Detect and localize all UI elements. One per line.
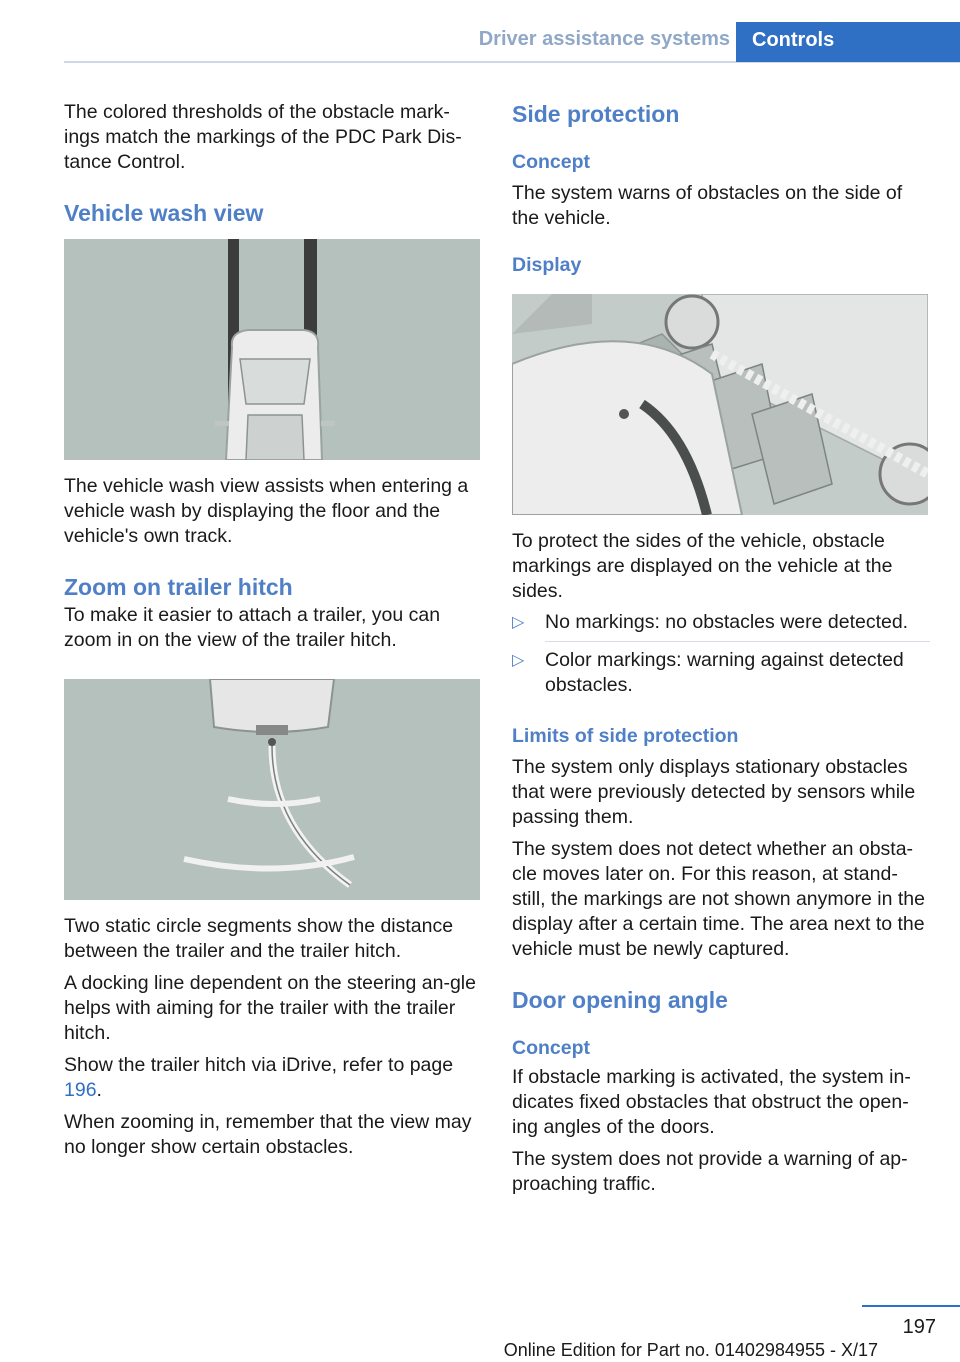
protect-sides-text: To protect the sides of the vehicle, obstacle markings are displayed on the vehicle at the sides.: [512, 530, 893, 602]
display-heading: Display: [512, 254, 582, 276]
door-opening-heading: Door opening angle: [512, 987, 728, 1013]
zoom-trailer-text: To make it easier to attach a trailer, you can zoom in on the view of the trailer hitch.: [64, 604, 441, 651]
left-column: [64, 100, 482, 1167]
bullet-text: Color markings: warning against detected obstacles.: [545, 649, 904, 696]
bullet-text: No markings: no obstacles were detected.: [545, 611, 909, 633]
zoom-trailer-heading: Zoom on trailer hitch: [64, 574, 293, 600]
bullet-color-markings: [512, 648, 930, 698]
page-link-196[interactable]: 196: [64, 1079, 97, 1101]
vehicle-wash-image: [64, 239, 480, 460]
intro-paragraph: The colored thresholds of the obstacle mark-ings match the markings of the PDC Park Dis-tance Control.: [64, 101, 462, 173]
triangle-bullet-icon: ▷: [512, 614, 525, 631]
side-protection-image: [512, 294, 928, 515]
limits-heading: Limits of side protection: [512, 725, 739, 747]
zoom-note-text: When zooming in, remember that the view may no longer show certain obstacles.: [64, 1111, 472, 1158]
show-hitch-text: [64, 1053, 482, 1103]
footer-rule: [862, 1305, 960, 1307]
header-tab-controls: Controls: [736, 22, 960, 62]
header-section-title: Driver assistance systems: [478, 28, 730, 50]
circle-segments-text: Two static circle segments show the distance between the trailer and the trailer hitch.: [64, 915, 454, 962]
trailer-hitch-image: [64, 679, 480, 900]
docking-line-text: A docking line dependent on the steering an-gle helps with aiming for the trailer with the trailer hitch.: [64, 972, 476, 1044]
limits-text-2: The system does not detect whether an obsta-cle moves later on. For this reason, at stand-still, the markings are not shown anymore in the display after a certain time. The area next to the vehicle must be newly captured.: [512, 838, 925, 960]
door-text-2: The system does not provide a warning of ap-proaching traffic.: [512, 1148, 908, 1195]
vehicle-wash-heading: Vehicle wash view: [64, 200, 264, 226]
bullet-no-markings: [512, 610, 930, 635]
limits-text-1: The system only displays stationary obstacles that were previously detected by sensors while passing them.: [512, 756, 916, 828]
triangle-bullet-icon: ▷: [512, 652, 525, 669]
page-number: 197: [902, 1316, 936, 1338]
right-column: [512, 100, 930, 1204]
show-hitch-prefix: Show the trailer hitch via iDrive, refer to page: [64, 1054, 454, 1076]
marking-bullet-list: [512, 610, 930, 698]
vehicle-wash-text: The vehicle wash view assists when entering a vehicle wash by displaying the floor and the vehicle's own track.: [64, 475, 469, 547]
concept-text: The system warns of obstacles on the side of the vehicle.: [512, 182, 903, 229]
door-text-1: If obstacle marking is activated, the system in-dicates fixed obstacles that obstruct the open-ing angles of the doors.: [512, 1066, 911, 1138]
show-hitch-suffix: .: [96, 1079, 102, 1101]
bullet-divider: [545, 641, 930, 642]
concept-heading: Concept: [512, 151, 590, 173]
side-protection-heading: Side protection: [512, 101, 680, 127]
edition-footer: Online Edition for Part no. 01402984955 - X/17: [503, 1340, 878, 1360]
door-concept-heading: Concept: [512, 1037, 590, 1059]
